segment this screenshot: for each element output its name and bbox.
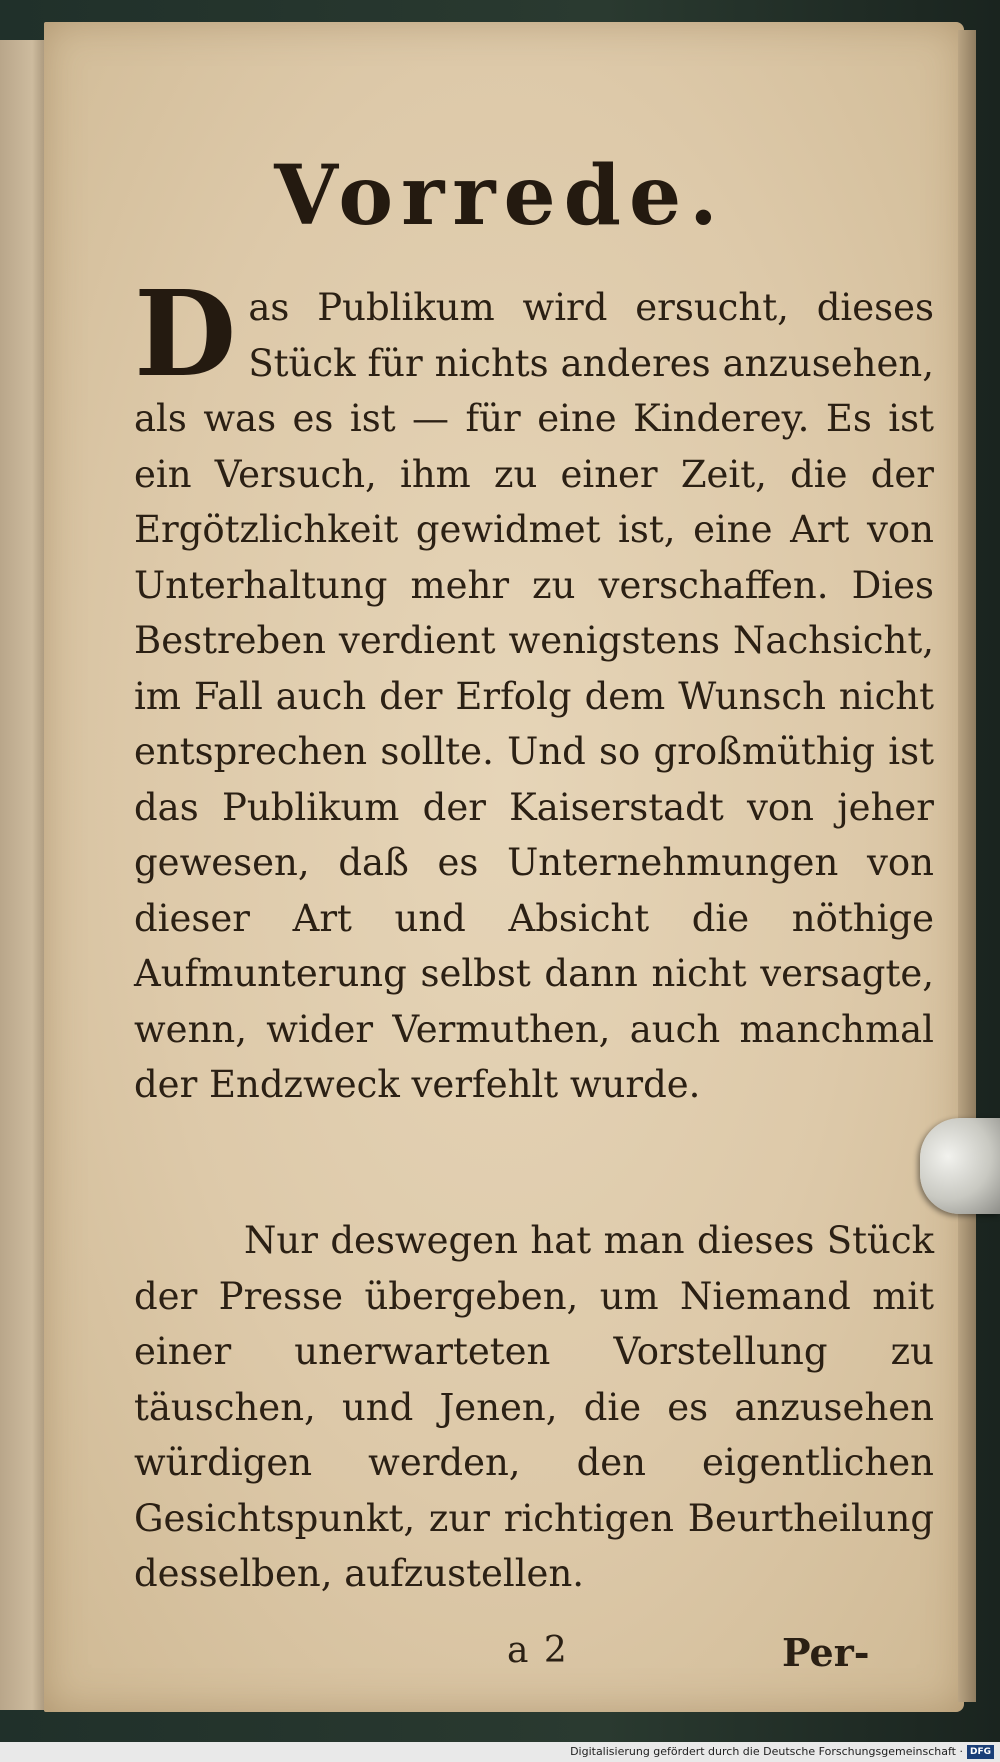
digitization-footer bbox=[0, 1742, 1000, 1762]
page-title: Vorrede. bbox=[274, 148, 726, 244]
paragraph-2 bbox=[134, 1213, 934, 1602]
left-page-edge bbox=[0, 40, 47, 1710]
dfg-logo: DFG bbox=[967, 1745, 994, 1759]
paragraph-2-text: Nur deswegen hat man dieses Stück der Presse übergeben, um Niemand mit einer unerwarteten Vorstellung zu täuschen, und Jenen, die es anzusehen würdigen werden, den eigentlichen Gesichtspunkt, zur richtigen Beurtheilung desselben, aufzustellen. bbox=[134, 1219, 934, 1595]
paragraph-1 bbox=[134, 264, 934, 1113]
page-right-edge bbox=[958, 30, 976, 1702]
drop-cap: D bbox=[134, 264, 237, 403]
signature-mark: a 2 bbox=[507, 1630, 569, 1671]
footer-text: Digitalisierung gefördert durch die Deutsche Forschungsgemeinschaft · bbox=[570, 1745, 963, 1758]
page-clip bbox=[920, 1118, 1000, 1214]
catchword: Per- bbox=[782, 1630, 870, 1675]
paragraph-1-text: as Publikum wird ersucht, dieses Stück für nichts anderes anzusehen, als was es ist — für eine Kinderey. Es ist ein Versuch, ihm zu einer Zeit, die der Ergötzlichkeit gewidmet ist, eine Art von Unterhaltung mehr zu verschaffen. Dies Bestreben verdient wenigstens Nachsicht, im Fall auch der Erfolg dem Wunsch nicht entsprechen sollte. Und so großmüthig ist das Publikum der Kaiserstadt von jeher gewesen, daß es Unternehmungen von dieser Art und Absicht die nöthige Aufmunterung selbst dann nicht versagte, wenn, wider Vermuthen, auch manchmal der Endzweck verfehlt wurde. bbox=[134, 286, 934, 1106]
